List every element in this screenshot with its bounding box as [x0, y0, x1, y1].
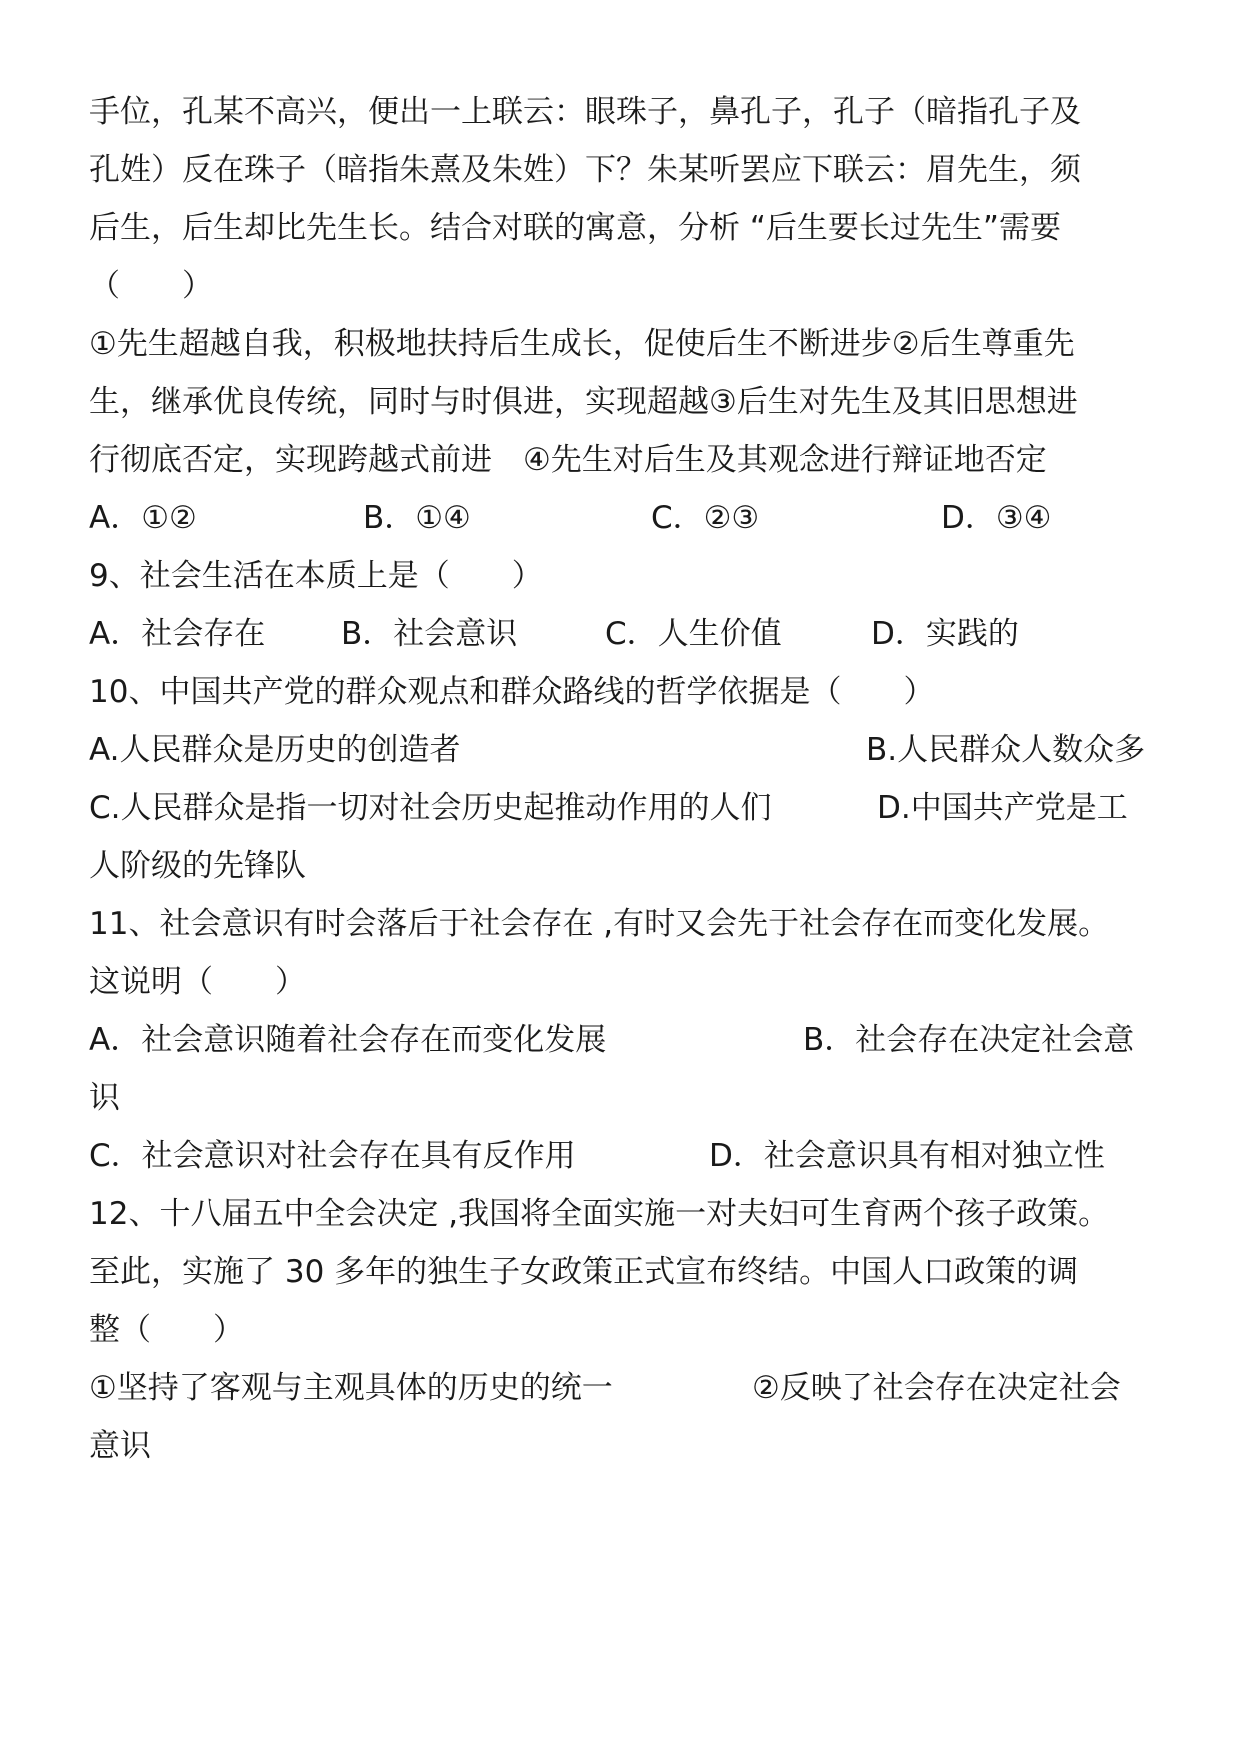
q8-option-c: C．②③ — [651, 500, 760, 536]
q11-option-b-line-2: 识 — [89, 1080, 120, 1116]
q12-statement-1: ①坚持了客观与主观具体的历史的统一 — [89, 1370, 613, 1406]
q12-statement-2-line-1: ②反映了社会存在决定社会 — [752, 1370, 1121, 1406]
q12-stem-line-2: 至此，实施了 30 多年的独生子女政策正式宣布终结。中国人口政策的调 — [89, 1254, 1079, 1290]
q10-option-d-line-1: D.中国共产党是工 — [877, 790, 1128, 826]
q12-stem-line-3: 整（ ） — [89, 1312, 244, 1348]
q9-stem: 9、社会生活在本质上是（ ） — [89, 558, 543, 594]
q11-stem-line-1: 11、社会意识有时会落后于社会存在 ,有时又会先于社会存在而变化发展。 — [89, 906, 1110, 942]
q8-option-a: A．①② — [89, 500, 197, 536]
q8-stem-line-2: 孔姓）反在珠子（暗指朱熹及朱姓）下？朱某听罢应下联云：眉先生，须 — [89, 152, 1081, 188]
q10-option-c: C.人民群众是指一切对社会历史起推动作用的人们 — [89, 790, 772, 826]
q12-stem-line-1: 12、十八届五中全会决定 ,我国将全面实施一对夫妇可生育两个孩子政策。 — [89, 1196, 1110, 1232]
q11-option-b-line-1: B．社会存在决定社会意 — [803, 1022, 1135, 1058]
q8-statements-line-3: 行彻底否定，实现跨越式前进 ④先生对后生及其观念进行辩证地否定 — [89, 442, 1047, 478]
q11-option-d: D．社会意识具有相对独立性 — [709, 1138, 1105, 1174]
q8-statements-line-2: 生，继承优良传统，同时与时俱进，实现超越③后生对先生及其旧思想进 — [89, 384, 1078, 420]
q8-option-d: D．③④ — [941, 500, 1052, 536]
q9-option-d: D．实践的 — [871, 616, 1019, 652]
q8-stem-line-1: 手位，孔某不高兴，便出一上联云：眼珠子，鼻孔子，孔子（暗指孔子及 — [89, 94, 1081, 130]
q11-option-a: A．社会意识随着社会存在而变化发展 — [89, 1022, 607, 1058]
q10-option-b: B.人民群众人数众多 — [866, 732, 1146, 768]
q8-stem-line-3: 后生，后生却比先生长。结合对联的寓意，分析 “后生要长过先生”需要 — [89, 210, 1061, 246]
q10-option-d-line-2: 人阶级的先锋队 — [89, 848, 306, 884]
q8-statements-line-1: ①先生超越自我，积极地扶持后生成长，促使后生不断进步②后生尊重先 — [89, 326, 1075, 362]
q8-answer-blank: （ ） — [89, 268, 213, 304]
q11-stem-line-2: 这说明（ ） — [89, 964, 306, 1000]
q9-option-c: C．人生价值 — [605, 616, 782, 652]
q8-option-b: B．①④ — [363, 500, 471, 536]
q10-stem: 10、中国共产党的群众观点和群众路线的哲学依据是（ ） — [89, 674, 935, 710]
q11-option-c: C．社会意识对社会存在具有反作用 — [89, 1138, 576, 1174]
q9-option-a: A．社会存在 — [89, 616, 266, 652]
q10-option-a: A.人民群众是历史的创造者 — [89, 732, 461, 768]
q9-option-b: B．社会意识 — [341, 616, 518, 652]
q12-statement-2-line-2: 意识 — [89, 1428, 151, 1464]
